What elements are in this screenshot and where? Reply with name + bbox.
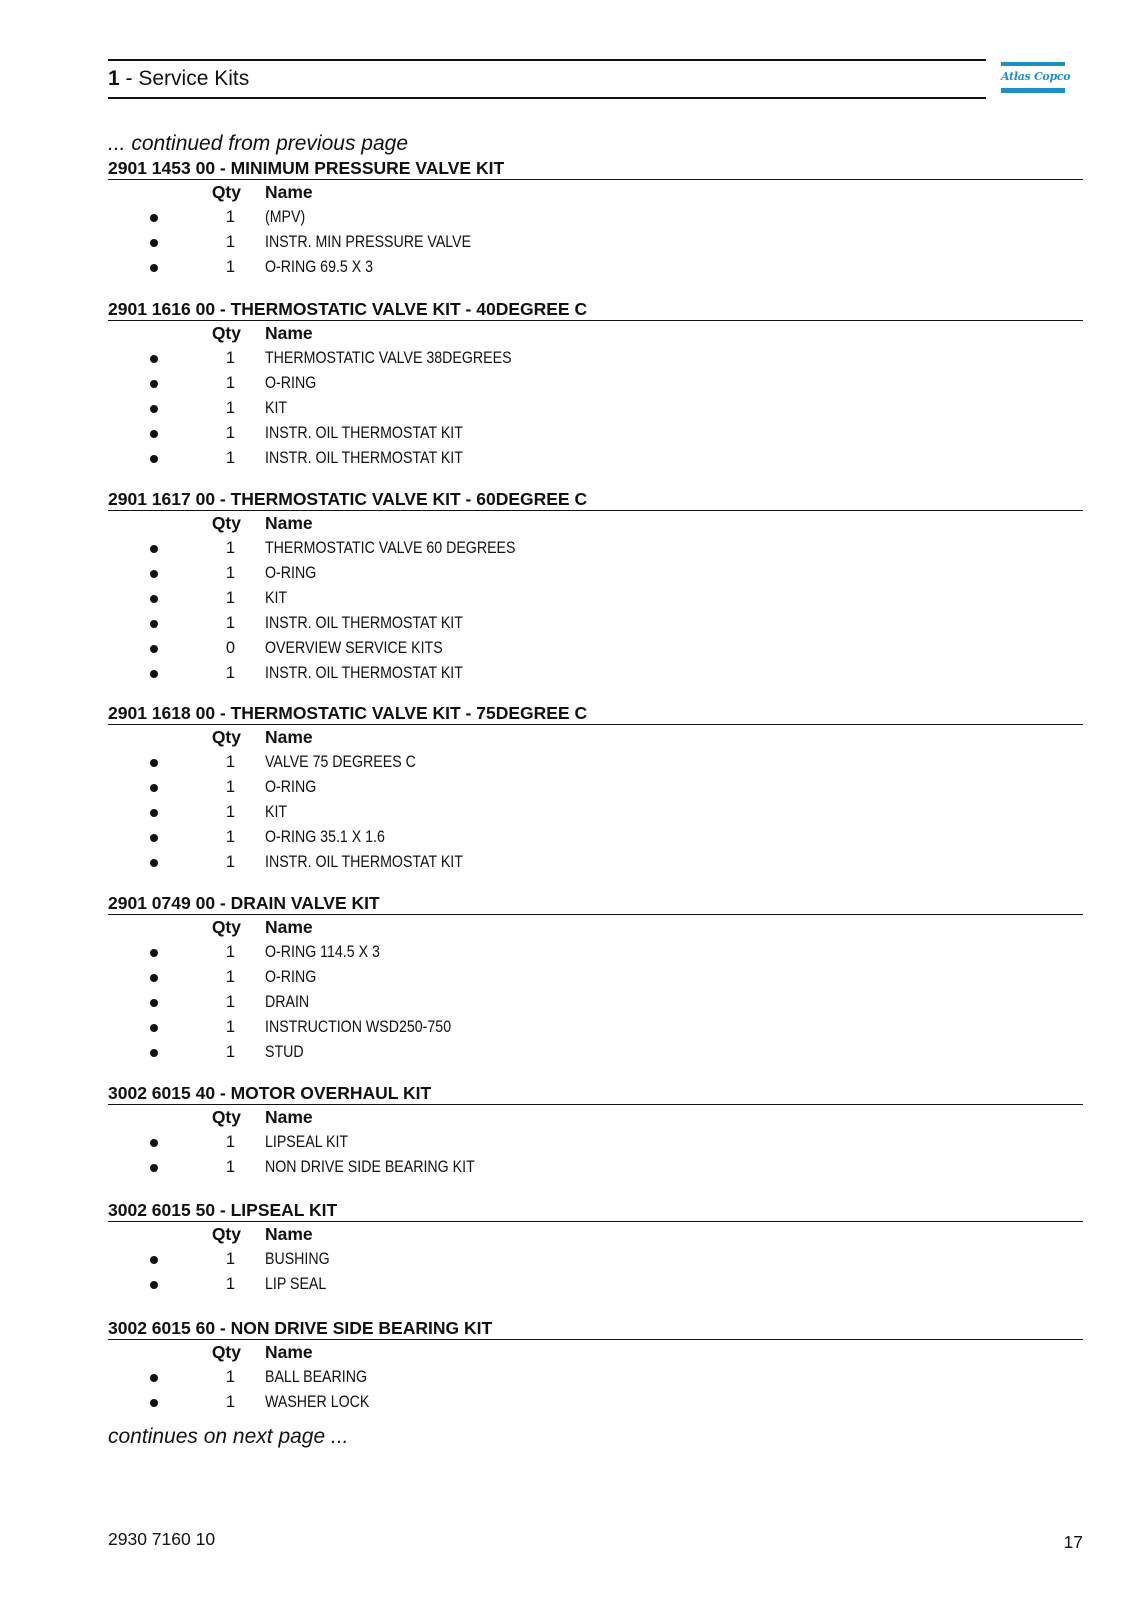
item-name: DRAIN xyxy=(265,993,310,1011)
kit-section xyxy=(108,702,1083,875)
bullet-icon xyxy=(150,1164,158,1172)
kit-item-row xyxy=(108,586,1083,611)
bullet-icon xyxy=(150,974,158,982)
kit-item-row xyxy=(108,255,1083,280)
kit-section xyxy=(108,1199,1083,1297)
name-column-header: Name xyxy=(265,917,313,937)
item-name: O-RING 114.5 X 3 xyxy=(265,943,380,961)
item-qty: 1 xyxy=(225,449,235,467)
kit-item-row xyxy=(108,1155,1083,1180)
item-qty: 1 xyxy=(225,993,235,1011)
item-name: O-RING xyxy=(265,968,317,986)
item-qty: 1 xyxy=(225,1393,235,1411)
item-name: INSTR. OIL THERMOSTAT KIT xyxy=(265,424,463,442)
kit-item-row xyxy=(108,990,1083,1015)
kit-item-row xyxy=(108,611,1083,636)
item-name: INSTR. OIL THERMOSTAT KIT xyxy=(265,664,463,682)
bullet-icon xyxy=(150,1374,158,1382)
item-qty: 1 xyxy=(225,564,235,582)
qty-column-header: Qty xyxy=(211,1107,241,1127)
kit-item-row xyxy=(108,1272,1083,1297)
bullet-icon xyxy=(150,949,158,957)
item-qty: 1 xyxy=(225,349,235,367)
kit-item-row xyxy=(108,1040,1083,1065)
kit-item-row xyxy=(108,1247,1083,1272)
column-header xyxy=(108,1105,1083,1130)
item-name: STUD xyxy=(265,1043,304,1061)
item-name: VALVE 75 DEGREES C xyxy=(265,753,416,771)
bullet-icon xyxy=(150,570,158,578)
bullet-icon xyxy=(150,1049,158,1057)
item-qty: 1 xyxy=(225,943,235,961)
item-name: O-RING xyxy=(265,374,317,392)
continued-from-note: ... continued from previous page xyxy=(108,132,409,155)
page-number: 17 xyxy=(1063,1532,1083,1552)
qty-column-header: Qty xyxy=(211,513,241,533)
item-name: BUSHING xyxy=(265,1250,330,1268)
item-qty: 1 xyxy=(225,258,235,276)
item-name: INSTR. OIL THERMOSTAT KIT xyxy=(265,614,463,632)
section-number: 1 xyxy=(108,67,120,90)
item-qty: 1 xyxy=(225,828,235,846)
item-qty: 1 xyxy=(225,399,235,417)
kit-item-row xyxy=(108,775,1083,800)
column-header xyxy=(108,180,1083,205)
section-title-text: - Service Kits xyxy=(119,67,250,90)
item-qty: 1 xyxy=(225,208,235,226)
item-qty: 1 xyxy=(225,374,235,392)
item-qty: 1 xyxy=(225,1133,235,1151)
bullet-icon xyxy=(150,620,158,628)
item-name: WASHER LOCK xyxy=(265,1393,370,1411)
item-qty: 1 xyxy=(225,778,235,796)
bullet-icon xyxy=(150,809,158,817)
kit-item-row xyxy=(108,421,1083,446)
item-name: OVERVIEW SERVICE KITS xyxy=(265,639,443,657)
kit-item-row xyxy=(108,965,1083,990)
item-qty: 1 xyxy=(225,968,235,986)
column-header xyxy=(108,725,1083,750)
qty-column-header: Qty xyxy=(211,1224,241,1244)
qty-column-header: Qty xyxy=(211,182,241,202)
kit-item-row xyxy=(108,661,1083,686)
atlas-copco-logo xyxy=(1001,62,1071,94)
page-header xyxy=(108,59,986,99)
kit-item-row xyxy=(108,346,1083,371)
item-name: INSTR. MIN PRESSURE VALVE xyxy=(265,233,472,251)
kit-title: 2901 1618 00 - THERMOSTATIC VALVE KIT - 75DEGREE C xyxy=(108,702,1083,725)
qty-column-header: Qty xyxy=(211,323,241,343)
kit-section xyxy=(108,1317,1083,1415)
section-title xyxy=(108,67,249,91)
item-qty: 1 xyxy=(225,664,235,682)
item-name: INSTR. OIL THERMOSTAT KIT xyxy=(265,449,463,467)
bullet-icon xyxy=(150,1139,158,1147)
bullet-icon xyxy=(150,455,158,463)
item-name: O-RING xyxy=(265,564,317,582)
bullet-icon xyxy=(150,834,158,842)
kit-title: 2901 1617 00 - THERMOSTATIC VALVE KIT - 60DEGREE C xyxy=(108,488,1083,511)
item-name: O-RING 69.5 X 3 xyxy=(265,258,374,276)
item-name: BALL BEARING xyxy=(265,1368,368,1386)
bullet-icon xyxy=(150,1024,158,1032)
kit-title: 3002 6015 60 - NON DRIVE SIDE BEARING KIT xyxy=(108,1317,1083,1340)
bullet-icon xyxy=(150,759,158,767)
name-column-header: Name xyxy=(265,513,313,533)
kit-item-row xyxy=(108,1365,1083,1390)
kit-section xyxy=(108,488,1083,686)
item-name: KIT xyxy=(265,399,288,417)
document-number: 2930 7160 10 xyxy=(108,1529,216,1549)
item-qty: 1 xyxy=(225,1158,235,1176)
item-qty: 1 xyxy=(225,1250,235,1268)
bullet-icon xyxy=(150,670,158,678)
kit-item-row xyxy=(108,205,1083,230)
kit-item-row xyxy=(108,825,1083,850)
column-header xyxy=(108,511,1083,536)
bullet-icon xyxy=(150,1256,158,1264)
bullet-icon xyxy=(150,1399,158,1407)
kit-item-row xyxy=(108,940,1083,965)
kit-item-row xyxy=(108,561,1083,586)
item-name: NON DRIVE SIDE BEARING KIT xyxy=(265,1158,475,1176)
bullet-icon xyxy=(150,595,158,603)
column-header xyxy=(108,1340,1083,1365)
kit-item-row xyxy=(108,446,1083,471)
kit-title: 2901 1453 00 - MINIMUM PRESSURE VALVE KIT xyxy=(108,157,1083,180)
item-qty: 1 xyxy=(225,753,235,771)
name-column-header: Name xyxy=(265,182,313,202)
name-column-header: Name xyxy=(265,1342,313,1362)
kit-item-row xyxy=(108,1015,1083,1040)
bullet-icon xyxy=(150,405,158,413)
item-name: LIP SEAL xyxy=(265,1275,327,1293)
kit-section xyxy=(108,1082,1083,1180)
bullet-icon xyxy=(150,545,158,553)
bullet-icon xyxy=(150,430,158,438)
column-header xyxy=(108,321,1083,346)
item-qty: 1 xyxy=(225,803,235,821)
item-qty: 1 xyxy=(225,233,235,251)
item-name: INSTR. OIL THERMOSTAT KIT xyxy=(265,853,463,871)
item-qty: 1 xyxy=(225,1043,235,1061)
kit-item-row xyxy=(108,800,1083,825)
kit-item-row xyxy=(108,1130,1083,1155)
kit-item-row xyxy=(108,850,1083,875)
bullet-icon xyxy=(150,784,158,792)
qty-column-header: Qty xyxy=(211,1342,241,1362)
item-name: KIT xyxy=(265,803,288,821)
kit-item-row xyxy=(108,750,1083,775)
column-header xyxy=(108,1222,1083,1247)
kit-item-row xyxy=(108,230,1083,255)
kit-item-row xyxy=(108,371,1083,396)
bullet-icon xyxy=(150,999,158,1007)
item-name: INSTRUCTION WSD250-750 xyxy=(265,1018,452,1036)
kit-title: 3002 6015 40 - MOTOR OVERHAUL KIT xyxy=(108,1082,1083,1105)
kit-title: 3002 6015 50 - LIPSEAL KIT xyxy=(108,1199,1083,1222)
kit-section xyxy=(108,298,1083,471)
bullet-icon xyxy=(150,355,158,363)
kit-section xyxy=(108,892,1083,1065)
item-qty: 1 xyxy=(225,1018,235,1036)
kit-item-row xyxy=(108,396,1083,421)
kit-title: 2901 0749 00 - DRAIN VALVE KIT xyxy=(108,892,1083,915)
item-qty: 1 xyxy=(225,589,235,607)
name-column-header: Name xyxy=(265,323,313,343)
bullet-icon xyxy=(150,214,158,222)
item-name: THERMOSTATIC VALVE 60 DEGREES xyxy=(265,539,516,557)
item-name: (MPV) xyxy=(265,208,306,226)
kit-title: 2901 1616 00 - THERMOSTATIC VALVE KIT - 40DEGREE C xyxy=(108,298,1083,321)
item-name: LIPSEAL KIT xyxy=(265,1133,349,1151)
kit-section xyxy=(108,157,1083,280)
column-header xyxy=(108,915,1083,940)
item-qty: 1 xyxy=(225,539,235,557)
bullet-icon xyxy=(150,1281,158,1289)
item-qty: 1 xyxy=(225,1275,235,1293)
name-column-header: Name xyxy=(265,1224,313,1244)
bullet-icon xyxy=(150,264,158,272)
item-qty: 1 xyxy=(225,424,235,442)
qty-column-header: Qty xyxy=(211,917,241,937)
item-qty: 1 xyxy=(225,1368,235,1386)
bullet-icon xyxy=(150,380,158,388)
bullet-icon xyxy=(150,645,158,653)
continues-on-note: continues on next page ... xyxy=(108,1425,349,1448)
item-name: O-RING 35.1 X 1.6 xyxy=(265,828,385,846)
logo-text: Atlas Copco xyxy=(1001,70,1071,83)
item-qty: 1 xyxy=(225,614,235,632)
item-qty: 1 xyxy=(225,853,235,871)
name-column-header: Name xyxy=(265,1107,313,1127)
bullet-icon xyxy=(150,239,158,247)
qty-column-header: Qty xyxy=(211,727,241,747)
item-qty: 0 xyxy=(225,639,235,657)
name-column-header: Name xyxy=(265,727,313,747)
kit-item-row xyxy=(108,536,1083,561)
kit-item-row xyxy=(108,636,1083,661)
item-name: THERMOSTATIC VALVE 38DEGREES xyxy=(265,349,512,367)
bullet-icon xyxy=(150,859,158,867)
kit-item-row xyxy=(108,1390,1083,1415)
item-name: O-RING xyxy=(265,778,317,796)
item-name: KIT xyxy=(265,589,288,607)
